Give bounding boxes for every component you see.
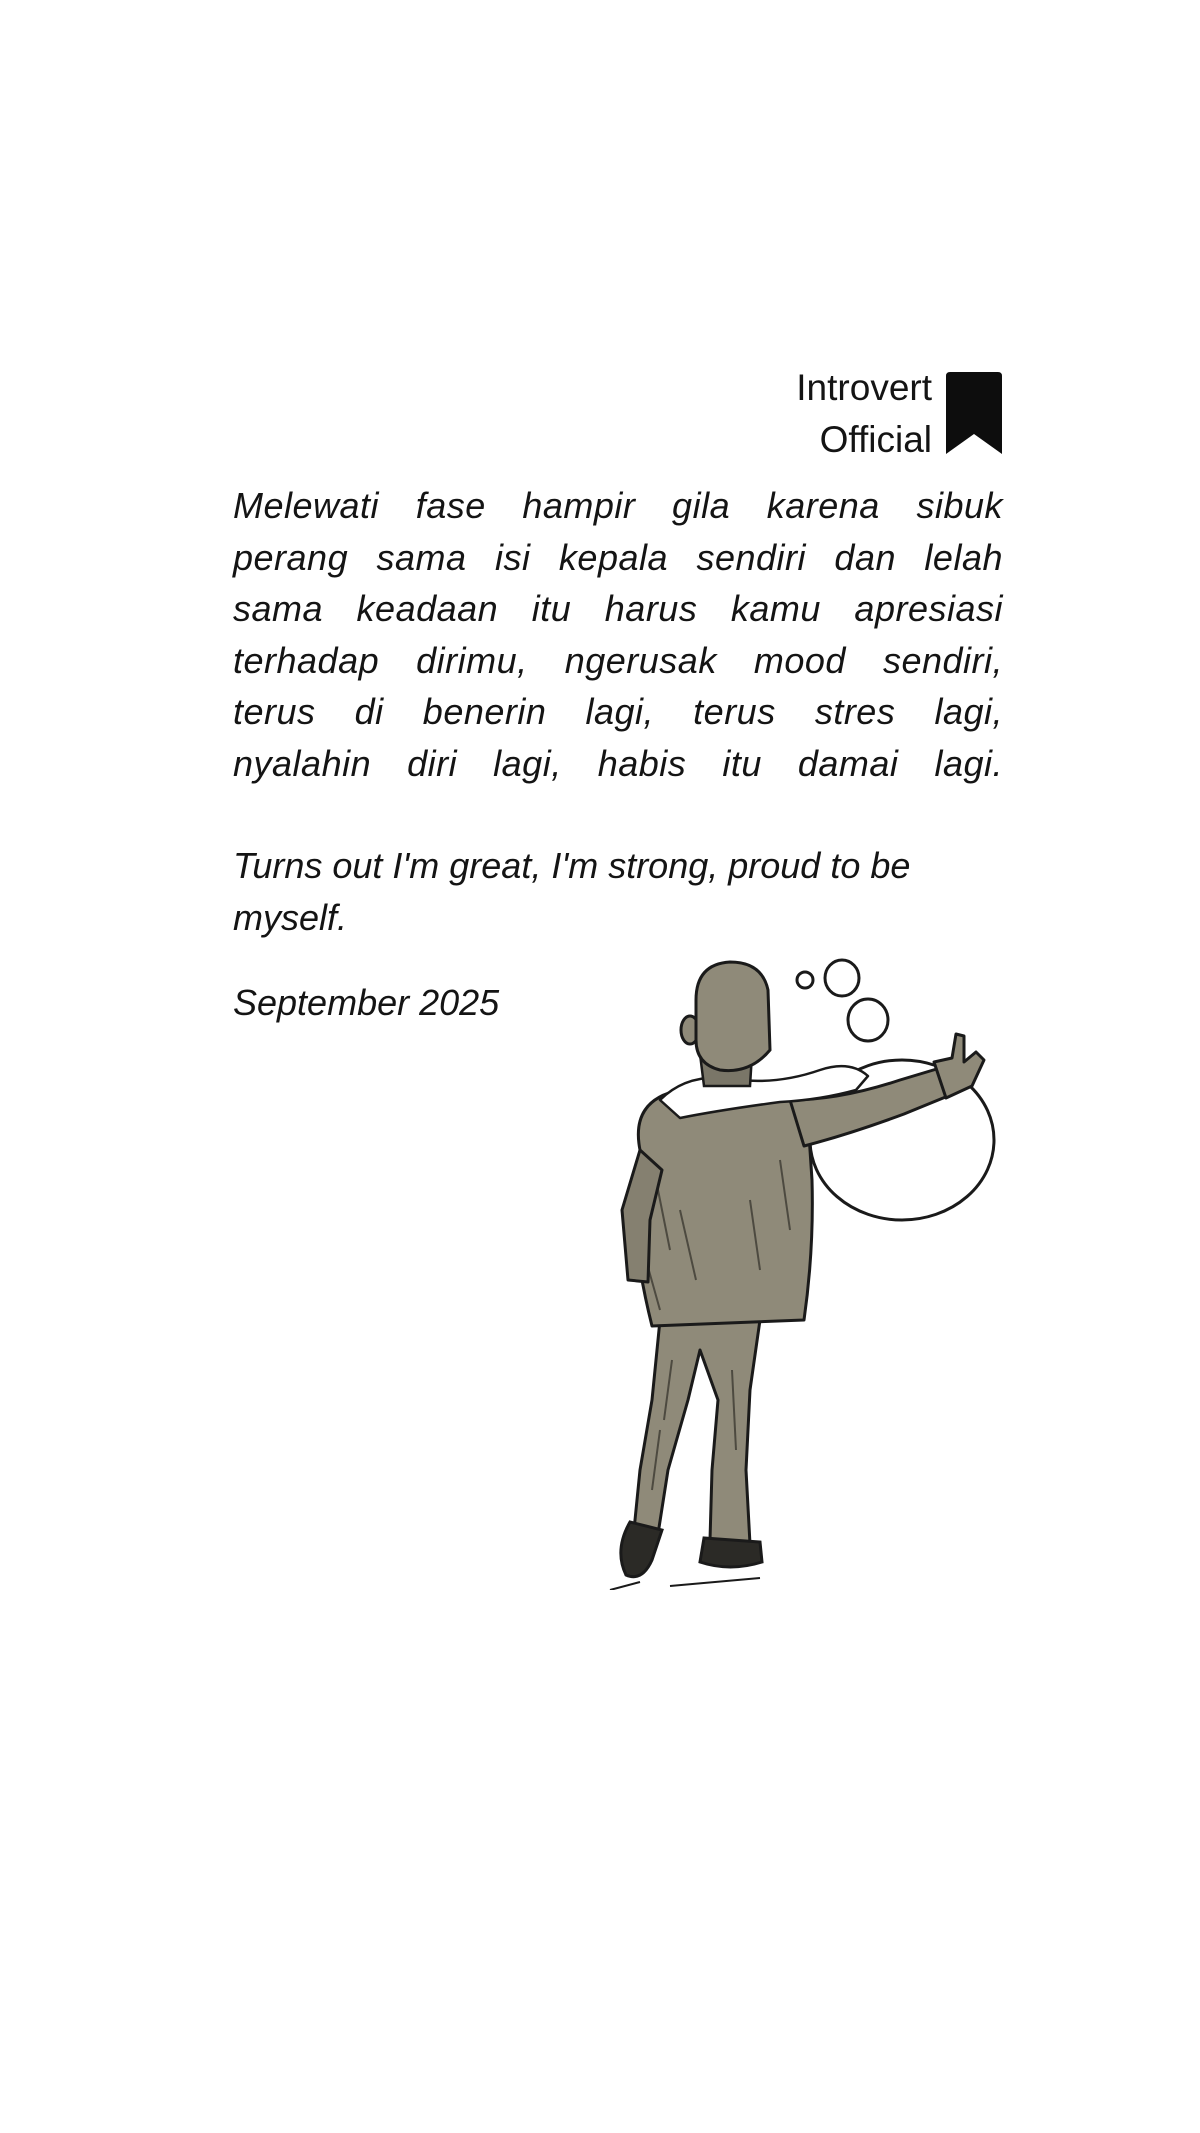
head: [696, 962, 770, 1071]
legs: [634, 1320, 760, 1544]
thought-bubble-large: [848, 999, 888, 1041]
quote-line: terus di benerin lagi, terus stres lagi,: [233, 691, 1003, 732]
brand-name-line1: Introvert: [796, 367, 932, 408]
quote-line: sama keadaan itu harus kamu apresiasi: [233, 588, 1003, 629]
brand-name: [796, 362, 932, 466]
thought-bubble-small: [797, 972, 813, 988]
hand: [934, 1034, 984, 1098]
quote-paragraph-indonesian: [233, 480, 1003, 789]
bookmark-icon: [946, 372, 1002, 454]
brand-name-line2: Official: [819, 419, 932, 460]
quote-paragraph-english: Turns out I'm great, I'm strong, proud to be myself.: [233, 845, 911, 938]
brand-header: [796, 360, 1002, 466]
quote-line: terhadap dirimu, ngerusak mood sendiri,: [233, 639, 1003, 681]
quote-line: nyalahin diri lagi, habis itu damai lagi.: [233, 742, 1003, 784]
left-shoe: [621, 1522, 662, 1577]
right-shoe: [700, 1538, 762, 1567]
quote-line: Melewati fase hampir gila karena sibuk: [233, 485, 1003, 526]
quote-date: September 2025: [233, 982, 500, 1023]
quote-block: [233, 480, 1003, 1029]
thought-bubble-medium: [825, 960, 859, 996]
self-hug-illustration: [600, 950, 1020, 1590]
quote-line: perang sama isi kepala sendiri dan lelah: [233, 536, 1003, 578]
